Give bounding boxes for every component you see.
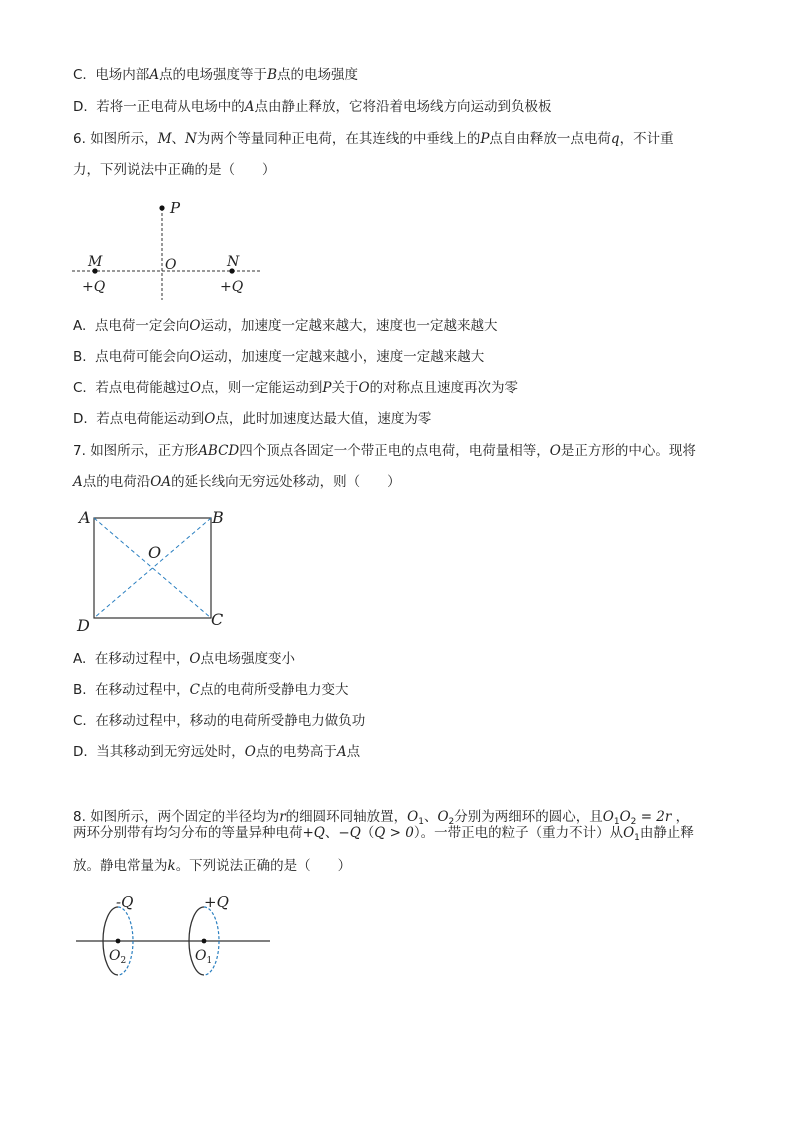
label-p: P <box>170 199 181 217</box>
q7-option-a: A. 在移动过程中，O点电场强度变小 <box>73 651 295 667</box>
q6-option-d: D. 若点电荷能运动到O点，此时加速度达最大值，速度为零 <box>73 411 432 427</box>
q8-stem-line2: 两环分别带有均匀分布的等量异种电荷+Q、−Q（Q > 0）。一带正电的粒子（重力不计）从$O_1$由静止释 <box>73 825 694 843</box>
label-m: M <box>88 254 103 270</box>
center-o2-dot <box>116 939 121 944</box>
label-o2: O <box>109 948 121 964</box>
q8-stem: 8. 如图所示，两个固定的半径均为r的细圆环同轴放置，$O_1$、$O_2$分别为两细环的圆心，且$O_1O_2 = 2r$ ， <box>73 809 690 827</box>
label-o: O <box>165 257 177 273</box>
q7-stem: 7. 如图所示，正方形ABCD四个顶点各固定一个带正电的点电荷，电荷量相等，O是正方形的中心。现将 <box>73 443 696 459</box>
label-d: D <box>77 616 90 635</box>
label-o: O <box>148 543 162 562</box>
q7-option-b: B. 在移动过程中，C点的电荷所受静电力变大 <box>73 682 349 698</box>
q6-option-b: B. 点电荷可能会向O运动，加速度一定越来越小，速度一定越来越大 <box>73 349 485 365</box>
q6-stem: 6. 如图所示，M、N为两个等量同种正电荷，在其连线的中垂线上的P点自由释放一点电荷q，不计重 <box>73 131 674 147</box>
q6-figure <box>70 194 270 304</box>
q7-stem-line2: A点的电荷沿OA的延长线向无穷远处移动，则（ ） <box>73 474 401 490</box>
label-n-charge: +Q <box>220 279 244 295</box>
label-c: C <box>211 610 224 629</box>
label-a: A <box>79 508 91 527</box>
q5-option-d: D. 若将一正电荷从电场中的A点由静止释放，它将沿着电场线方向运动到负极板 <box>73 99 552 115</box>
label-o2-sub: 2 <box>120 956 127 966</box>
q8-stem-line3: 放。静电常量为k。下列说法正确的是（ ） <box>73 858 352 874</box>
q8-figure <box>74 890 274 980</box>
label-m-charge: +Q <box>82 279 106 295</box>
svg-text:O2 <box>109 948 126 966</box>
label-o1: O <box>195 948 207 964</box>
label-b: B <box>212 508 224 527</box>
charge-p-dot <box>159 205 164 210</box>
q7-figure <box>74 506 234 636</box>
label-neg-q: -Q <box>116 893 134 911</box>
q6-option-a: A. 点电荷一定会向O运动，加速度一定越来越大，速度也一定越来越大 <box>73 318 498 334</box>
q6-stem-line2: 力，下列说法中正确的是（ ） <box>73 162 276 178</box>
label-pos-q: +Q <box>204 893 229 911</box>
q7-option-d: D. 当其移动到无穷远处时，O点的电势高于A点 <box>73 744 361 760</box>
q5-option-c: C. 电场内部A点的电场强度等于B点的电场强度 <box>73 67 358 83</box>
label-o1-sub: 1 <box>206 956 213 966</box>
q7-option-c: C. 在移动过程中，移动的电荷所受静电力做负功 <box>73 713 366 729</box>
svg-text:O1 <box>195 948 212 966</box>
center-o1-dot <box>202 939 207 944</box>
label-n: N <box>227 254 240 270</box>
q6-option-c: C. 若点电荷能越过O点，则一定能运动到P关于O的对称点且速度再次为零 <box>73 380 519 396</box>
